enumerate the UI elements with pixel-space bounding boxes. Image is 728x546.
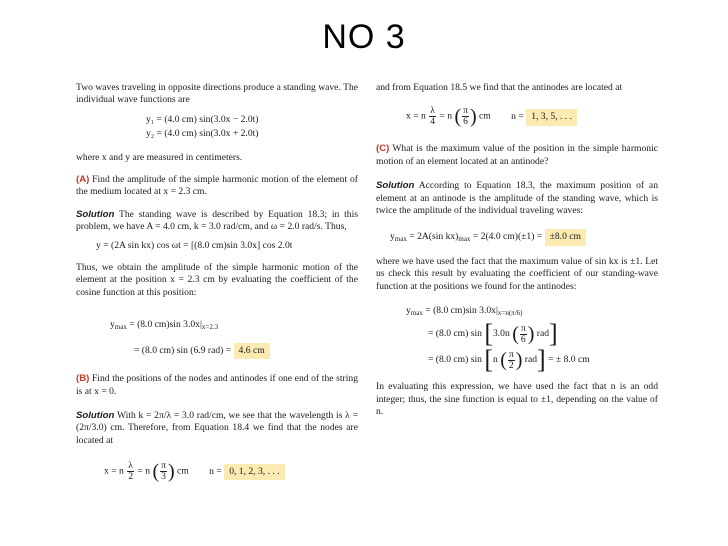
solution-label: Solution [376, 180, 415, 192]
units-note: where x and y are measured in centimeters. [76, 151, 243, 163]
wave-function-1: y₁ = (4.0 cm) sin(3.0x − 2.0t) [146, 113, 259, 125]
check-explanation: where we have used the fact that the maximum value of sin kx is ±1. Let us check this result by evaluating the coefficient of our standing-wave function at the positions we found for the antinodes: [376, 255, 658, 292]
nodes-equation: x = n $\frac{\lambda}{2}$ = n ( $\frac{\pi}{3}$ ) cm n = 0, 1, 2, 3, . . . [104, 461, 358, 482]
part-c-label: (C) [376, 143, 390, 155]
part-c-question: (C) What is the maximum value of the position in the simple harmonic motion of an element located at an antinode? [376, 143, 658, 167]
answer-highlight-c: ±8.0 cm [545, 229, 586, 245]
ymax-antinode-equation: $y_{max} = 2A(\sin$ $kx)_{max} = 2(4.0$ cm)(±1) = ±8.0 cm [390, 229, 658, 245]
ymax-equation-2: = (8.0 cm) sin (6.9 rad) = 4.6 cm [134, 343, 358, 359]
solution-c: Solution According to Equation 18.3, the maximum position of an element at an antinode is the amplitude of the standing wave, which is twice the amplitude of the individual traveling waves: [376, 180, 658, 217]
check-equation-3: = (8.0 cm) sin [n ( $\frac{\pi}{2}$ ) rad] = ± 8.0 cm [428, 345, 590, 375]
antinodes-intro: and from Equation 18.5 we find that the antinodes are located at [376, 82, 623, 93]
solution-b: Solution With k = 2π/λ = 3.0 rad/cm, we see that the wavelength is λ = (2π/3.0) cm. Therefore, from Equation 18.4 we find that the nodes are located at [76, 409, 358, 446]
solution-label: Solution [76, 409, 115, 421]
solution-label: Solution [76, 208, 115, 220]
solution-a: Solution The standing wave is described by Equation 18.3; in this problem, we have A = 4.0 cm, k = 3.0 rad/cm, and ω = 2.0 rad/s. Thus, [76, 208, 358, 233]
answer-highlight-nodes: 0, 1, 2, 3, . . . [224, 464, 284, 480]
wave-function-2: y₂ = (4.0 cm) sin(3.0x + 2.0t) [146, 128, 259, 140]
left-column [76, 82, 358, 482]
check-equation-1: $y_{max} = (8.0$ cm)sin $3.0x|_{x=n(\pi/6)}$ [406, 305, 523, 318]
amplitude-explanation: Thus, we obtain the amplitude of the simple harmonic motion of the element at the position x = 2.3 cm by evaluating the coefficient of the cosine function at this position: [76, 262, 358, 298]
part-b-question: (B) Find the positions of the nodes and antinodes if one end of the string is at x = 0. [76, 373, 358, 397]
closing-explanation: In evaluating this expression, we have used the fact that n is an odd integer; thus, the sine function is equal to ±1, depending on the value of n. [376, 381, 658, 418]
standing-wave-equation: y = (2A sin kx) cos ωt = [(8.0 cm)sin 3.0x] cos 2.0t [96, 239, 293, 251]
slide-title: NO 3 [322, 18, 406, 56]
part-a-label: (A) [76, 174, 90, 186]
check-equation-2: = (8.0 cm) sin [3.0n ( $\frac{\pi}{6}$ ) rad] [428, 319, 558, 349]
ymax-equation-1: $y_{max} = (8.0$ cm)sin $3.0x|_{x=2.3}$ [110, 319, 219, 332]
part-a-question: (A) Find the amplitude of the simple harmonic motion of the element of the medium located at x = 2.3 cm. [76, 174, 358, 198]
part-b-label: (B) [76, 373, 90, 385]
problem-intro: Two waves traveling in opposite directions produce a standing wave. The individual wave functions are [76, 82, 358, 106]
right-column [376, 82, 658, 419]
answer-highlight-antinodes: 1, 3, 5, . . . [526, 109, 577, 125]
answer-highlight-a: 4.6 cm [234, 343, 270, 359]
antinodes-equation: x = n $\frac{\lambda}{4}$ = n ( $\frac{\pi}{6}$ ) cm n = 1, 3, 5, . . . [406, 106, 658, 127]
